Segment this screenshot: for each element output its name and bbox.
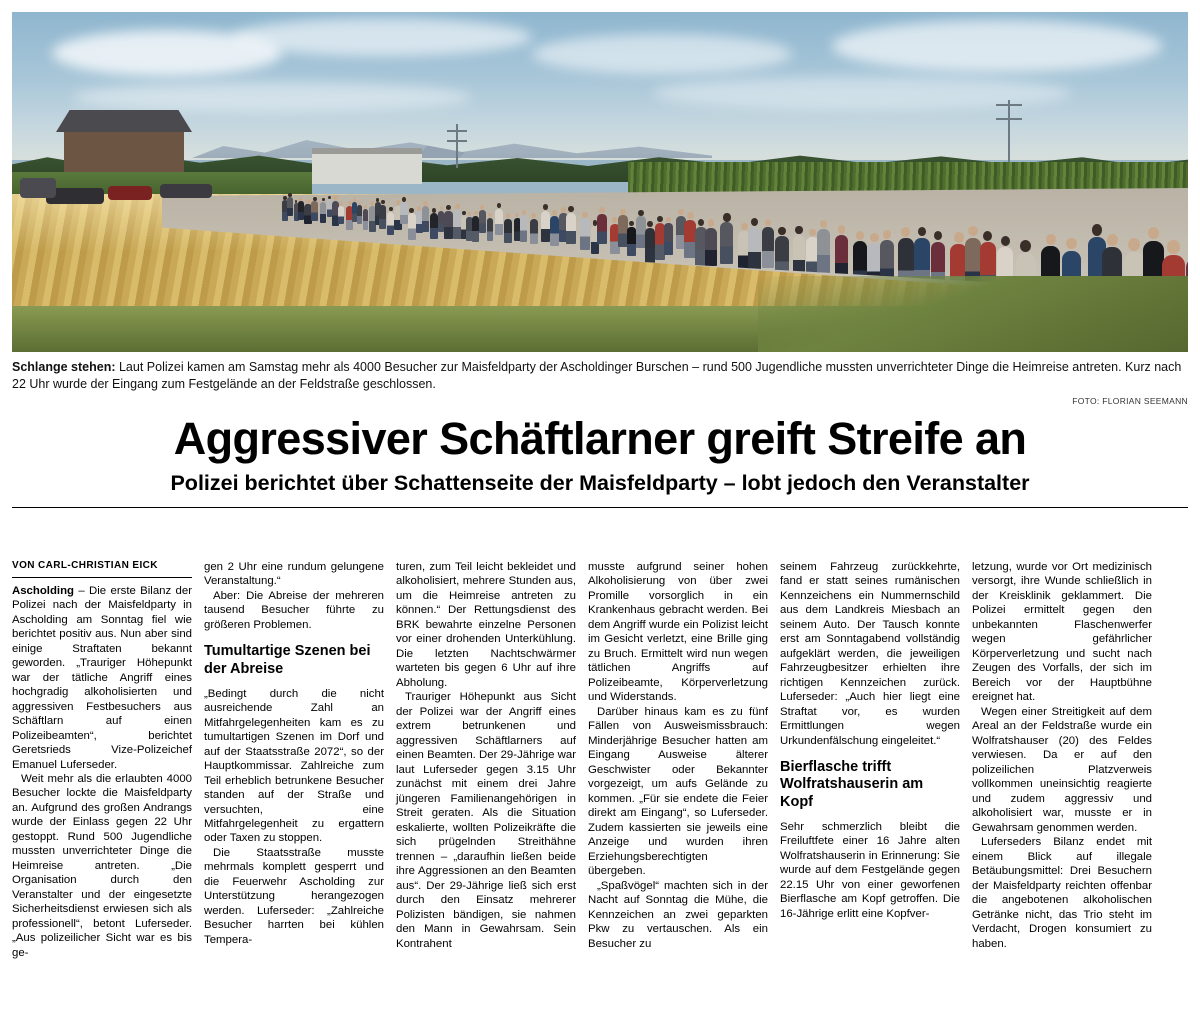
person-silhouette <box>618 215 628 246</box>
header-divider <box>12 507 1188 508</box>
text-column-2 <box>204 560 384 1018</box>
person-head <box>629 221 634 226</box>
person-head <box>1107 234 1118 246</box>
person-head <box>778 227 785 235</box>
cloud <box>232 18 532 56</box>
person-head <box>1046 234 1056 245</box>
person-head <box>446 205 451 210</box>
text-column-5 <box>780 560 960 1018</box>
person-silhouette <box>817 229 830 274</box>
person-silhouette <box>327 199 332 217</box>
person-silhouette <box>287 197 293 216</box>
section-subheading: Bierflasche trifft Wolfratshauserin am Kopf <box>780 759 924 810</box>
person-head <box>954 232 964 243</box>
person-head <box>322 198 325 202</box>
paragraph: turen, zum Teil leicht bekleidet und alkoholisiert, mehrere Stunden aus, um die Heimreise antreten zu können.“ Der Rettungsdienst des BRK bewahrte einzelne Personen vor einer drohenden Unterkühlung. Die letzten Nachtschwärmer warteten bis gegen 6 Uhr auf ihre Abholung. <box>396 561 576 689</box>
person-head <box>474 211 478 216</box>
person-head <box>666 217 671 223</box>
person-head <box>983 231 992 241</box>
person-silhouette <box>487 218 493 241</box>
person-head <box>1020 240 1031 252</box>
person-head <box>582 212 588 218</box>
article-subheadline: Polizei berichtet über Schattenseite der Maisfeldparty – lobt jedoch den Veranstalter <box>170 470 1030 495</box>
text-column-3 <box>396 560 576 1018</box>
paragraph: gen 2 Uhr eine rundum gelungene Veranstaltung.“ <box>204 561 384 588</box>
person-silhouette <box>408 213 416 240</box>
person-head <box>440 206 443 210</box>
person-silhouette <box>320 202 326 224</box>
person-head <box>333 195 337 200</box>
text-column-1 <box>12 560 192 1018</box>
person-head <box>870 233 878 242</box>
person-head <box>1148 227 1160 240</box>
person-silhouette <box>379 205 386 229</box>
caption-lead: Schlange stehen: <box>12 360 116 374</box>
paragraph: letzung, wurde vor Ort medizinisch versorgt, ihre Wunde schließlich in der Kreisklinik geklammert. Die Polizei ermittelt gegen den unbekannten Flaschenwerfer wegen gefährlicher Körperverletzung und sucht nach Zeugen des Vorfalls, der sich im Bereich vor der Hauptbühne ereignet hat. <box>972 561 1152 704</box>
person-head <box>417 206 421 211</box>
person-head <box>515 213 519 217</box>
person-silhouette <box>495 209 503 236</box>
person-head <box>531 213 536 218</box>
person-silhouette <box>444 211 453 240</box>
paragraph: seinem Fahrzeug zurückkehrte, fand er statt seines rumänischen Kennzeichens ein Nummernschild aus dem Landkreis Miesbach an seinem Auto. Der Tausch konnte erst am Sonntagabend vollständig aufgeklärt werden, die jeweiligen Fahrzeugbesitzer erhielten ihre richtigen Kennzeichen zurück. Luferseder: „Auch hier liegt eine Straftat vor, es wurden Ermittlungen wegen Urkundenfälschung eingeleitet.“ <box>780 561 960 747</box>
parked-car <box>108 186 152 200</box>
caption-text: Laut Polizei kamen am Samstag mehr als 4000 Besucher zur Maisfeldparty der Ascholdinger Burschen – rund 500 Jugendliche mussten unverrichteter Dinge die Heimreise antreten. Kurz nach 22 Uhr wurde der Eingang zum Festgelände an der Feldstraße geschlossen. <box>12 360 1182 391</box>
person-head <box>968 226 977 236</box>
person-head <box>409 208 414 213</box>
person-silhouette <box>311 201 318 221</box>
person-silhouette <box>520 215 527 242</box>
paragraph: Wegen einer Streitigkeit auf dem Areal an der Feldstraße wurde ein Wolfratshauser (20) des Feldes verwiesen. Da er auf den polizeilichen Platzverweis vollkommen uneinsichtig reagierte und zudem aggressiv und alkoholisiert war, musste er in Gewahrsam genommen werden. <box>972 705 1152 834</box>
newspaper-page <box>0 12 1200 1026</box>
person-silhouette <box>720 222 733 263</box>
person-head <box>313 197 317 201</box>
cloud <box>532 34 792 74</box>
parked-car <box>160 184 212 198</box>
person-head <box>455 204 460 209</box>
person-head <box>370 201 374 206</box>
person-head <box>918 227 927 237</box>
person-head <box>838 225 846 233</box>
person-head <box>678 209 684 215</box>
person-head <box>488 213 492 217</box>
person-head <box>468 212 472 216</box>
person-head <box>432 208 437 213</box>
person-head <box>612 217 618 223</box>
person-silhouette <box>664 223 673 255</box>
paragraph: Trauriger Höhepunkt aus Sicht der Polizei war der Angriff eines extrem betrunkenen und aggressiven Schäftlarners auf einen Beamten. Der 29-Jährige war laut Luferseder gegen 3.15 Uhr zunächst mit einem drei Jahre jüngeren Familienangehörigen in Streit geraten. Als die Situation eskalierte, wollten Polizeikräfte die sich prügelnden Streithähne trennen – „daraufhin ließen beide ihre Aggressionen an den Beamten aus“. Der 29-Jährige ließ sich erst durch den Einsatz mehrerer Polizisten bändigen, sie nahmen den Mann in Gewahrsam. Sein Kontrahent <box>396 691 576 950</box>
person-head <box>381 200 385 204</box>
person-head <box>1167 240 1180 254</box>
person-head <box>402 197 406 202</box>
byline: VON CARL-CHRISTIAN EICK <box>12 560 192 578</box>
person-head <box>543 204 548 210</box>
text-column-4 <box>588 560 768 1018</box>
paragraph: Sehr schmerzlich bleibt die Freiluftfete einer 16 Jahre alten Wolfratshauserin in Erinnerung: Sie wurde auf dem Festgelände gegen 22.15 Uhr von einer geworfenen Bierflasche am Kopf getroffen. Die 16-Jährige erlitt eine Kopfver- <box>780 820 960 920</box>
person-silhouette <box>422 206 430 232</box>
person-silhouette <box>338 206 344 224</box>
person-head <box>901 227 910 237</box>
person-head <box>1128 238 1140 251</box>
person-head <box>687 212 694 219</box>
person-head <box>795 226 802 234</box>
person-head <box>306 199 310 203</box>
paragraph: Weit mehr als die erlaubten 4000 Besucher lockte die Maisfeldparty an. Aufgrund des großen Andrangs wurde der Einlass gegen 22 Uhr gestoppt. Rund 500 Jugendliche mussten unverrichteter Dinge die Heimreise antreten. „Die Organisation durch den Veranstalter und der eingesetzte Sicherheitsdienst erwiesen sich als professionell“, betont Luferseder. „Aus polizeilicher Sicht war es bis ge- <box>12 772 192 959</box>
paragraph: Darüber hinaus kam es zu fünf Fällen von Ausweismissbrauch: Minderjährige Besucher hatten am Eingang Ausweise älterer Geschwister oder Bekannter vorgezeigt, um aufs Gelände zu kommen. „Für sie endete die Feier direkt am Eingang“, so Luferseder. Zudem kassierten sie jeweils eine Anzeige und wurden ihren Erziehungsberechtigten übergeben. <box>588 705 768 878</box>
person-silhouette <box>597 214 607 244</box>
person-head <box>723 213 730 221</box>
person-silhouette <box>357 205 362 223</box>
person-head <box>328 196 331 199</box>
person-head <box>599 207 604 213</box>
person-head <box>376 198 379 202</box>
person-silhouette <box>705 228 717 266</box>
person-head <box>522 210 526 215</box>
person-silhouette <box>479 210 486 233</box>
person-head <box>856 231 864 240</box>
person-silhouette <box>580 218 590 249</box>
person-head <box>765 219 772 226</box>
paragraph: musste aufgrund seiner hohen Alkoholisierung von über zwei Promille vorsorglich in ein Krankenhaus gebracht werden. Bei dem Angriff wurde ein Polizist leicht im Gesicht verletzt, eine Brille ging zu Bruch. Ermittelt wird nun wegen tätlichen Angriffs auf Polizeibeamte, Körperverletzung und Widerstands. <box>588 561 768 704</box>
person-head <box>820 220 827 228</box>
person-silhouette <box>748 227 761 270</box>
person-head <box>353 198 356 202</box>
foreground-grass-right <box>758 276 1188 352</box>
person-silhouette <box>298 201 304 220</box>
dateline: Ascholding <box>12 584 75 597</box>
person-head <box>657 216 663 222</box>
person-silhouette <box>566 213 576 244</box>
person-head <box>497 203 502 208</box>
person-head <box>506 213 510 218</box>
person-head <box>638 210 643 216</box>
person-head <box>462 211 466 215</box>
person-head <box>934 231 942 240</box>
person-head <box>480 205 484 209</box>
paragraph-text: – Die erste Bilanz der Polizei nach der Maisfeldparty in Ascholding am Sonntag fiel wie berichtet positiv aus. Nun aber sind einige Straftaten bekannt geworden. „Trauriger Höhepunkt war der tätliche Angriff eines hochgradig alkoholisierten und aggressiven Festbesuchers aus Schäftlarn auf einen Polizeibeamten“, berichtet Geretsrieds Vize-Polizeichef Emanuel Luferseder. <box>12 584 192 771</box>
person-silhouette <box>400 202 408 223</box>
section-subheading: Tumultartige Szenen bei der Abreise <box>204 643 371 677</box>
photo-credit: FOTO: FLORIAN SEEMANN <box>1072 395 1188 406</box>
article-body <box>12 560 1188 1018</box>
power-pylon <box>456 124 458 168</box>
article-photo <box>12 12 1188 352</box>
paragraph: Die Staatsstraße musste mehrmals komplett gesperrt und die Feuerwehr Ascholding zur Unterstützung herangezogen werden. Luferseder: „Zahlreiche Besucher harrten bei kühlen Tempera- <box>204 846 384 946</box>
person-head <box>1066 238 1077 250</box>
cloud <box>832 20 1162 72</box>
cloud <box>72 82 472 112</box>
parked-van <box>20 178 56 198</box>
person-head <box>751 218 758 226</box>
person-head <box>708 219 715 227</box>
person-head <box>1001 236 1010 246</box>
person-silhouette <box>541 211 551 242</box>
person-silhouette <box>530 219 538 245</box>
person-head <box>288 193 291 197</box>
paragraph: „Spaßvögel“ machten sich in der Nacht auf Sonntag die Mühe, die Kennzeichen an zwei geparkten Pkw zu vertauschen. Als ein Besucher zu <box>588 879 768 950</box>
person-silhouette <box>627 227 635 256</box>
person-head <box>364 205 367 209</box>
person-silhouette <box>762 227 774 267</box>
person-silhouette <box>504 219 512 243</box>
person-silhouette <box>550 216 559 245</box>
person-head <box>741 223 748 231</box>
person-head <box>568 206 574 212</box>
photo-canvas <box>12 12 1188 352</box>
person-silhouette <box>430 213 439 239</box>
person-head <box>883 230 891 239</box>
article-headline: Aggressiver Schäftlarner greift Streife an <box>173 412 1027 464</box>
person-head <box>423 201 427 206</box>
paragraph: Luferseders Bilanz endet mit einem Blick auf illegale Betäubungsmittel: Drei Besuchern der Maisfeldparty reichten offenbar die angebotenen alkoholischen Getränke nicht, das Trio steht im Verdacht, Drogen konsumiert zu haben. <box>972 836 1152 950</box>
person-head <box>809 229 816 237</box>
person-silhouette <box>645 228 655 263</box>
text-column-6 <box>972 560 1152 1018</box>
paragraph: „Bedingt durch die nicht ausreichende Zahl an Mitfahrgelegenheiten kam es zu tumultartigen Szenen im Dorf und auf der Staatsstraße 2072“, so der Hauptkommissar. Zahlreiche zum Teil erheblich betrunkene Besucher standen auf der Straße und versuchten, eine Mitfahrgelegenheit zu ergattern oder Taxen zu stoppen. <box>204 687 384 845</box>
person-head <box>358 202 361 205</box>
person-silhouette <box>363 209 369 230</box>
photo-caption <box>12 359 1188 393</box>
person-head <box>620 209 625 215</box>
person-head <box>552 210 557 216</box>
person-head <box>698 219 704 226</box>
person-head <box>1092 224 1102 235</box>
person-head <box>647 221 653 227</box>
person-head <box>389 207 393 211</box>
person-head <box>339 202 342 206</box>
person-head <box>561 207 566 213</box>
paragraph: Aber: Die Abreise der mehreren tausend Besucher führte zu größeren Problemen. <box>204 589 384 631</box>
shed-building <box>312 148 422 184</box>
paragraph <box>12 584 192 772</box>
